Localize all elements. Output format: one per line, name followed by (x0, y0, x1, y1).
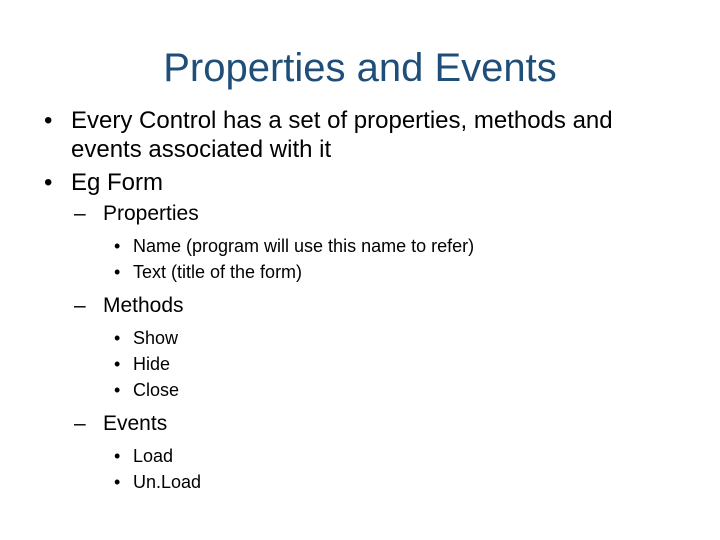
bullet-icon: • (114, 262, 121, 282)
list-item-text: Text (title of the form) (133, 262, 303, 282)
list-item (44, 443, 684, 469)
slide-body (44, 106, 684, 503)
dash-icon: – (74, 294, 86, 317)
sub-heading-properties (44, 201, 684, 227)
properties-list (44, 233, 684, 285)
bullet-icon: • (114, 354, 121, 374)
dash-icon: – (74, 412, 86, 435)
sub-heading-events (44, 411, 684, 437)
sub-heading-text: Events (103, 412, 168, 435)
list-item-text: Close (133, 380, 180, 400)
list-item-text: Un.Load (133, 472, 202, 492)
list-item (44, 259, 684, 285)
bullet-icon: • (114, 328, 121, 348)
bullet-text: Every Control has a set of properties, methods and events associated with it (71, 107, 613, 163)
list-item (44, 325, 684, 351)
list-item-text: Name (program will use this name to refer) (133, 236, 475, 256)
methods-list (44, 325, 684, 403)
bullet-icon: • (114, 472, 121, 492)
slide-title: Properties and Events (163, 46, 557, 90)
dash-icon: – (74, 202, 86, 225)
list-item-text: Hide (133, 354, 171, 374)
bullet-point-eg-form (44, 168, 684, 197)
bullet-text: Eg Form (71, 169, 164, 196)
events-list (44, 443, 684, 495)
bullet-icon: • (114, 380, 121, 400)
list-item-text: Show (133, 328, 179, 348)
bullet-icon: • (44, 107, 53, 134)
bullet-point-controls (44, 106, 684, 164)
list-item (44, 469, 684, 495)
bullet-icon: • (114, 446, 121, 466)
list-item (44, 377, 684, 403)
sub-heading-methods (44, 293, 684, 319)
sub-heading-text: Methods (103, 294, 184, 317)
list-item (44, 233, 684, 259)
sub-heading-text: Properties (103, 202, 199, 225)
list-item (44, 351, 684, 377)
list-item-text: Load (133, 446, 174, 466)
bullet-icon: • (114, 236, 121, 256)
bullet-icon: • (44, 169, 53, 196)
